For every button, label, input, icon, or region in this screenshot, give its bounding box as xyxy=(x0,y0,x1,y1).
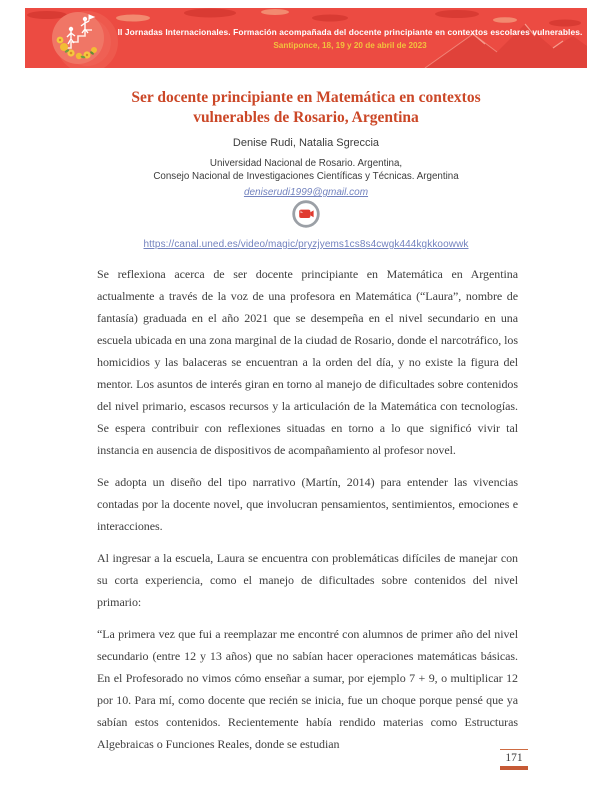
video-url-link[interactable]: https://canal.uned.es/video/magic/pryzjyems1cs8s4cwgk444kgkkoowwk xyxy=(143,239,469,250)
authors: Denise Rudi, Natalia Sgreccia xyxy=(232,137,380,149)
article-title xyxy=(76,88,536,128)
article-title-line2: vulnerables de Rosario, Argentina xyxy=(193,109,419,126)
article-body xyxy=(97,263,518,765)
conference-logo-icon xyxy=(52,12,104,64)
paragraph-method: Se adopta un diseño del tipo narrativo (Martín, 2014) para entender las vivencias contadas por la docente novel, que involucran pensamientos, sentimientos, emociones e interacciones. xyxy=(97,475,518,533)
paragraph-abstract: Se reflexiona acerca de ser docente principiante en Matemática en Argentina actualmente a través de la voz de una profesora en Matemática (“Laura”, nombre de fantasía) graduada en el año 2021 que se desempeña en el nivel secundario en una escuela ubicada en una zona marginal de la ciudad de Rosario, donde el narcotráfico, los homicidios y las balaceras se encuentran a la orden del día, y no existe la figura del mentor. Los asuntos de interés giran en torno al manejo de dificultades sobre contenidos del nivel primario, escasos recursos y la articulación de la Matemática con tecnologías. Se espera contribuir con reflexiones situadas en torno a lo que significó vivir tal instancia en ausencia de dispositivos de acompañamiento al profesor novel. xyxy=(97,267,518,457)
banner-text xyxy=(117,8,583,68)
paragraph-context: Al ingresar a la escuela, Laura se encuentra con problemáticas difíciles de manejar con su corta experiencia, como el manejo de dificultades sobre contenidos del nivel primario: xyxy=(97,551,518,609)
affiliation-line2: Consejo Nacional de Investigaciones Científicas y Técnicas. Argentina xyxy=(153,171,459,182)
banner-date-location: Santiponce, 18, 19 y 20 de abril de 2023 xyxy=(273,40,427,50)
conference-banner xyxy=(25,8,587,68)
video-camera-icon[interactable] xyxy=(292,200,320,228)
video-icon-row xyxy=(76,200,536,233)
author-email-link[interactable]: deniserudi1999@gmail.com xyxy=(243,187,369,198)
affiliation xyxy=(46,157,566,183)
video-link-row xyxy=(76,234,536,252)
page-number: 171 xyxy=(500,749,528,770)
paragraph-quote: “La primera vez que fui a reemplazar me encontré con alumnos de primer año del nivel secundario (entre 12 y 13 años) que no sabían hacer operaciones matemáticas básicas. En el Profesorado no vimos cómo enseñar a sumar, por ejemplo 7 + 9, o multiplicar 12 por 10. Para mí, como docente que recién se inicia, fue un choque porque pensé que ya sabían estos contenidos. Recientemente había rendido materias como Estructuras Algebraicas o Funciones Reales, donde se estudian xyxy=(97,627,518,751)
banner-title: II Jornadas Internacionales. Formación acompañada del docente principiante en contextos escolares vulnerables. xyxy=(117,26,583,37)
article-title-line1: Ser docente principiante en Matemática en contextos xyxy=(131,89,481,106)
email-row xyxy=(76,182,536,200)
affiliation-line1: Universidad Nacional de Rosario. Argentina, xyxy=(209,158,403,169)
